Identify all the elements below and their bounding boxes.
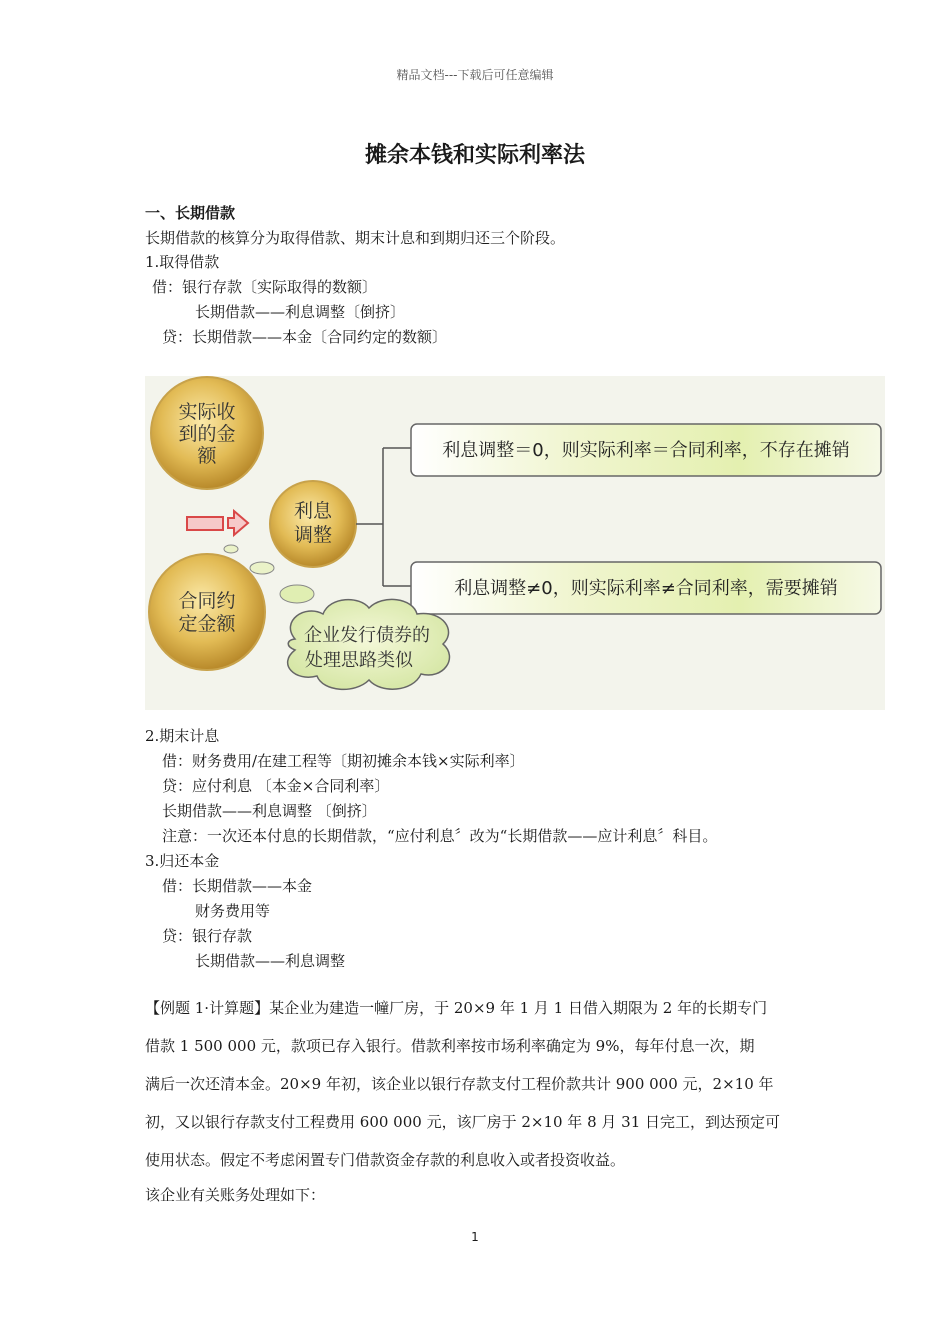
arrow-shaft xyxy=(187,517,223,530)
step1-debit: 借：银行存款〔实际取得的数额〕 xyxy=(152,278,378,296)
example-line-1 xyxy=(145,998,767,1018)
example-line-5: 使用状态。假定不考虑闲置专门借款资金存款的利息收入或者投资收益。 xyxy=(145,1151,626,1169)
step2-credit: 贷：应付利息 〔本金×合同利率〕 xyxy=(162,777,390,795)
example-after: 该企业有关账务处理如下： xyxy=(145,1186,326,1204)
section-intro: 长期借款的核算分为取得借款、期末计息和到期归还三个阶段。 xyxy=(145,229,566,247)
example-line-4: 初，又以银行存款支付工程费用 600 000 元，该厂房于 2×10 年 8 月 31 日完工，到达预定可 xyxy=(145,1113,781,1131)
circle-center-line1: 利息 xyxy=(293,500,333,522)
circle-contract-amount xyxy=(149,554,265,670)
cloud-line1: 企业发行债券的 xyxy=(304,625,430,646)
step2-label: 2.期末计息 xyxy=(145,727,220,745)
page-header: 精品文档---下载后可任意编辑 xyxy=(396,68,554,82)
step3-credit-2: 长期借款——利息调整 xyxy=(195,952,346,970)
document-title: 摊余本钱和实际利率法 xyxy=(364,143,585,168)
step1-label: 1.取得借款 xyxy=(145,253,220,271)
circle-top-line3: 额 xyxy=(197,445,217,467)
section-heading: 一、长期借款 xyxy=(145,204,236,222)
example-tag: 【例题 1·计算题】 xyxy=(145,999,270,1017)
step3-label: 3.归还本金 xyxy=(145,852,220,870)
interest-adjustment-diagram xyxy=(145,376,885,710)
circle-bottom-line1: 合同约 xyxy=(178,590,236,612)
circle-top-line1: 实际收 xyxy=(178,401,236,423)
example-line-2: 借款 1 500 000 元，款项已存入银行。借款利率按市场利率确定为 9%，每年付息一次，期 xyxy=(145,1037,755,1055)
step2-debit: 借：财务费用/在建工程等〔期初摊余本钱×实际利率〕 xyxy=(162,752,525,770)
step3-debit: 借：长期借款——本金 xyxy=(162,877,313,895)
circle-bottom-line2: 定金额 xyxy=(178,613,236,635)
cloud-line2: 处理思路类似 xyxy=(305,650,413,671)
step2-note: 注意：一次还本付息的长期借款，“应付利息〞改为“长期借款——应计利息〞科目。 xyxy=(162,827,718,845)
box-bottom-text: 利息调整≠0，则实际利率≠合同利率，需要摊销 xyxy=(454,578,838,599)
example-line-3: 满后一次还清本金。20×9 年初，该企业以银行存款支付工程价款共计 900 000 元，2×10 年 xyxy=(145,1075,774,1093)
step3-credit: 贷：银行存款 xyxy=(162,927,253,945)
page-number: 1 xyxy=(471,1230,479,1244)
step1-credit: 贷：长期借款——本金〔合同约定的数额〕 xyxy=(162,328,448,346)
step2-credit-2: 长期借款——利息调整 〔倒挤〕 xyxy=(162,802,377,820)
step3-debit-2: 财务费用等 xyxy=(195,902,271,920)
thought-bubble-small xyxy=(224,545,238,553)
circle-top-line2: 到的金 xyxy=(178,423,236,445)
example-text-1: 某企业为建造一幢厂房，于 20×9 年 1 月 1 日借入期限为 2 年的长期专门 xyxy=(269,999,768,1017)
circle-center-line2: 调整 xyxy=(293,524,333,546)
thought-bubble-medium xyxy=(250,562,274,574)
step1-debit-2: 长期借款——利息调整〔倒挤〕 xyxy=(195,303,406,321)
thought-bubble-large xyxy=(280,585,314,603)
box-top-text: 利息调整＝0，则实际利率＝合同利率，不存在摊销 xyxy=(442,440,850,461)
